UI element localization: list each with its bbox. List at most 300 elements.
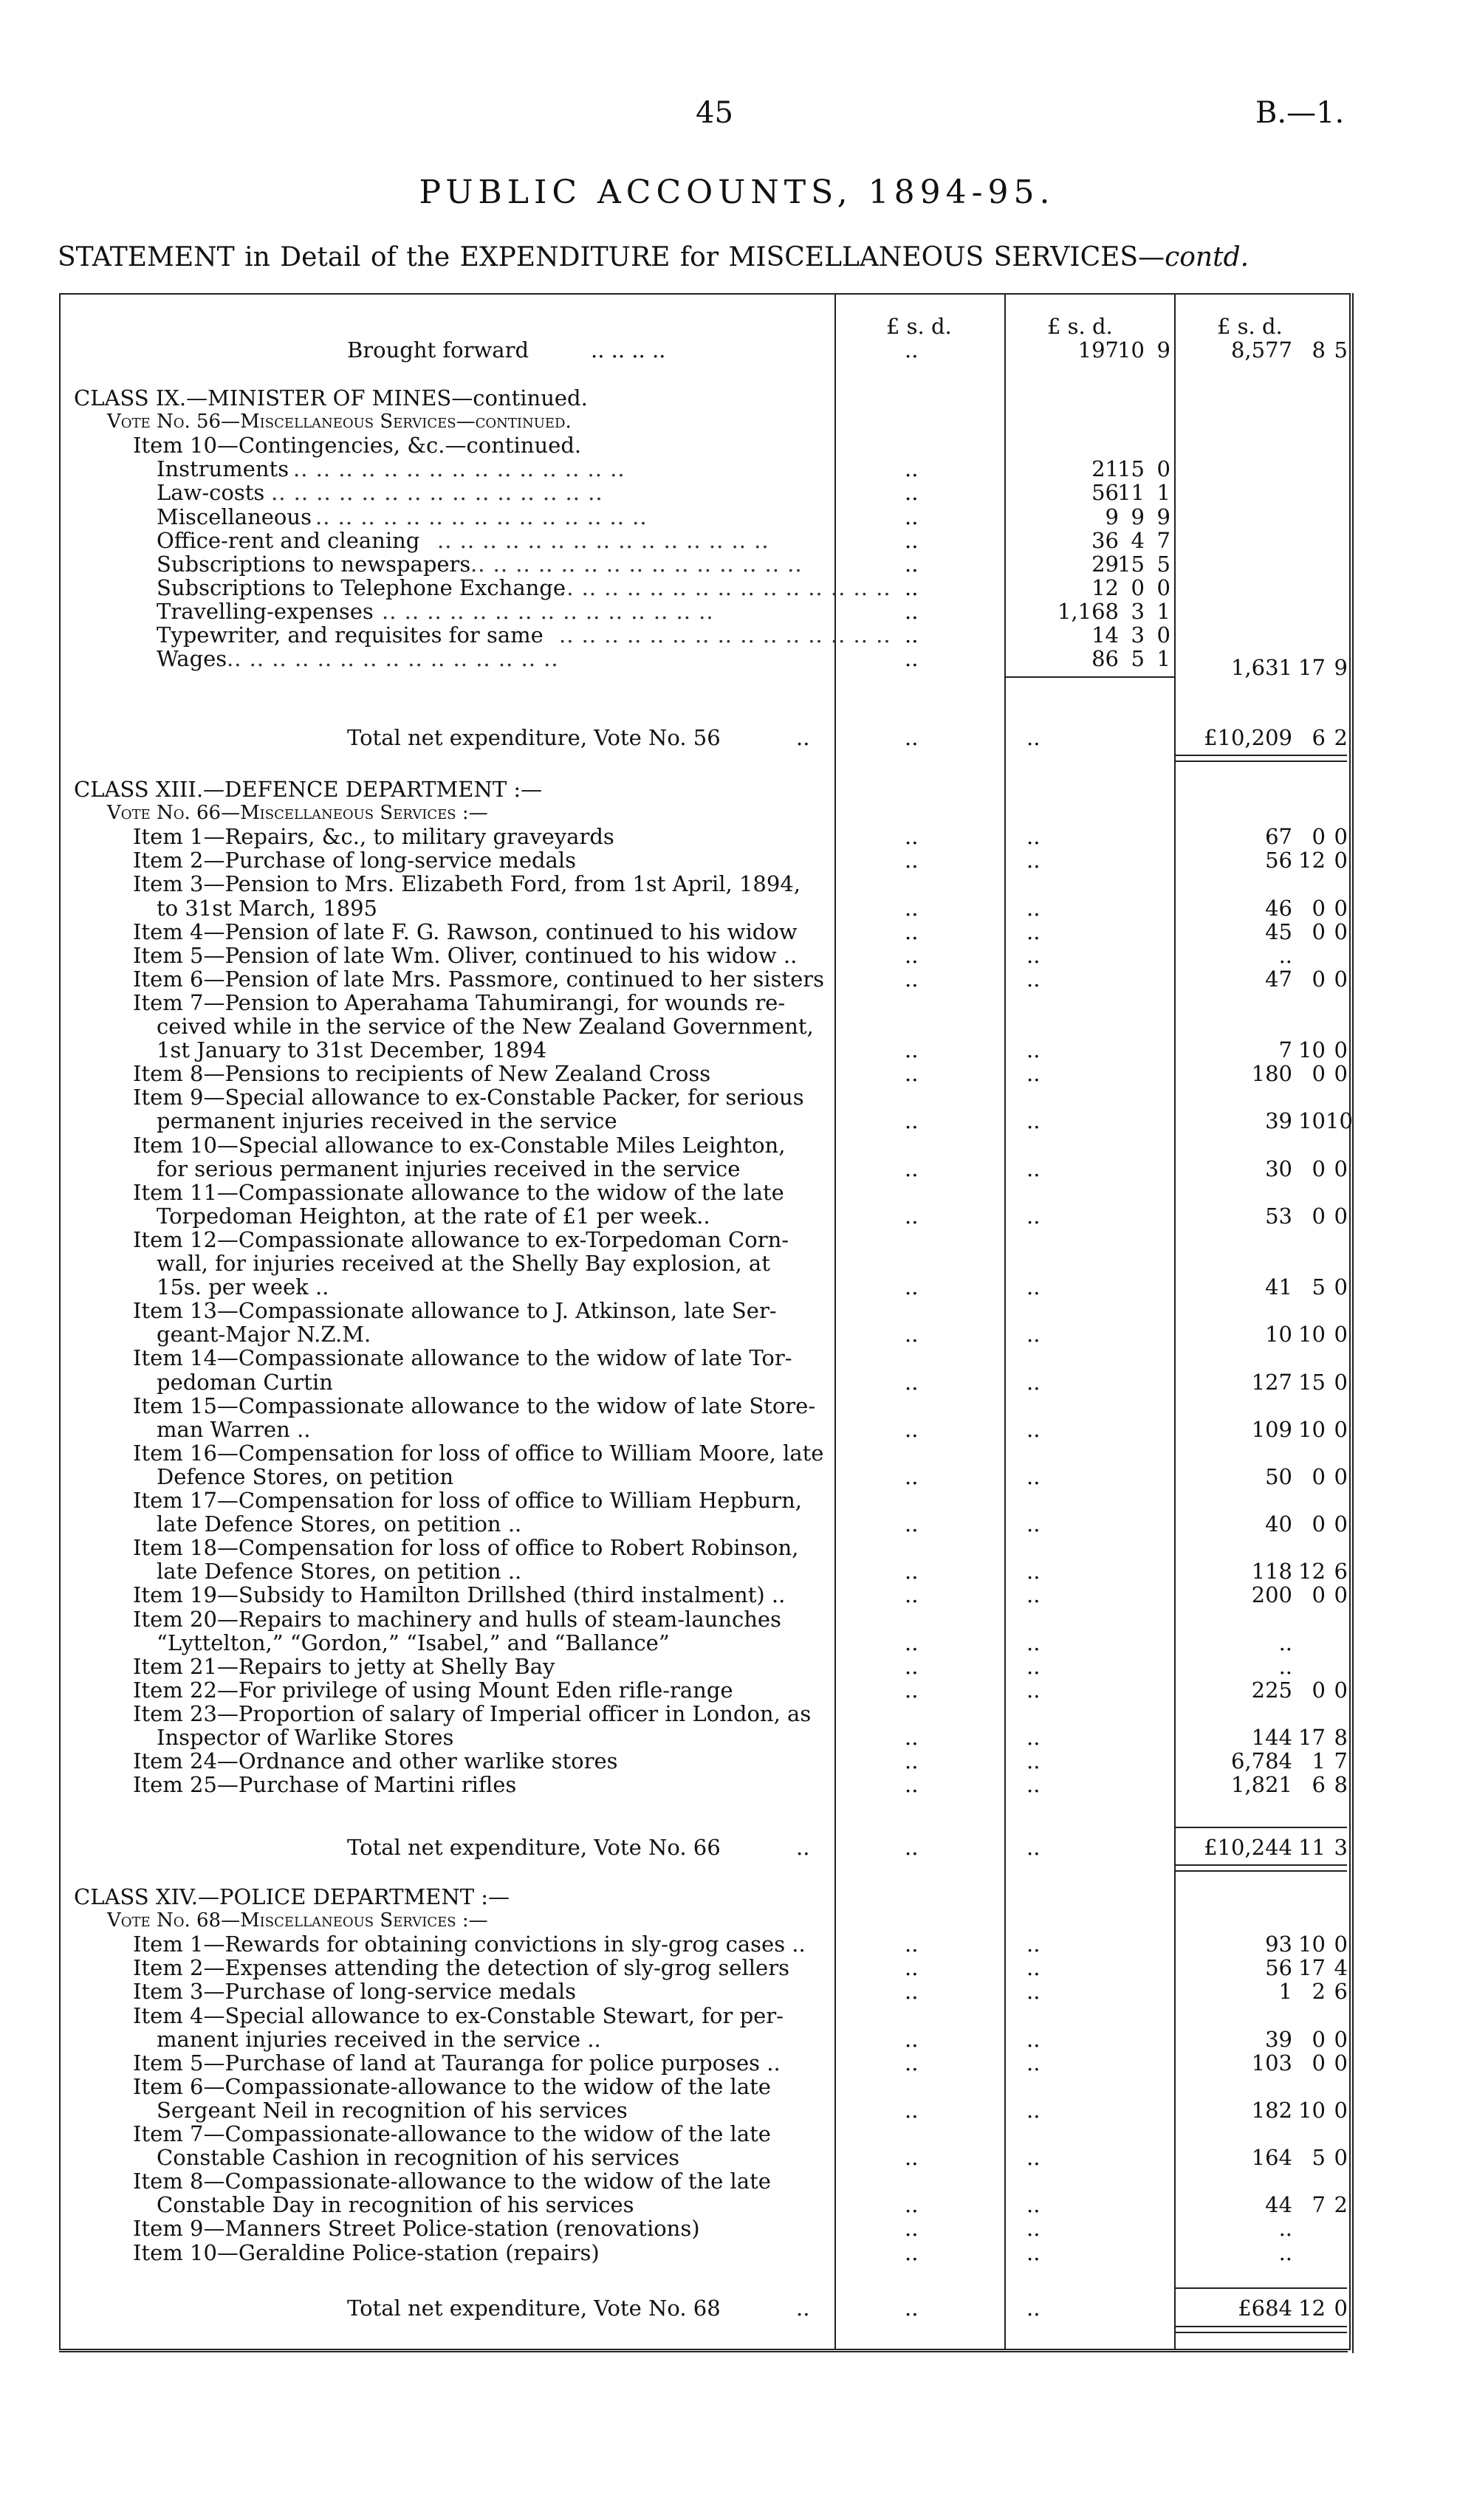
amount-pence: 8 [1334,1772,1348,1798]
amount-shillings: 0 [1312,895,1326,921]
row-label: Item 3—Purchase of long-service medals [133,1979,577,2005]
empty-column-dots: .. [905,646,919,672]
empty-column-dots: .. [1026,2192,1041,2218]
leader-dots: .. .. .. .. [591,337,666,363]
row-label: Torpedoman Heighton, at the rate of £1 per week.. [157,1203,710,1229]
empty-column-dots: .. [905,2026,919,2052]
amount-pounds: 67 [1265,824,1292,850]
leader-dots: .. .. .. .. .. .. .. .. .. .. .. .. .. .. .. [293,456,625,482]
page-number: 45 [696,96,733,130]
amount-pounds: 30 [1265,1156,1292,1181]
row-label: Item 4—Pension of late F. G. Rawson, continued to his widow [133,919,798,944]
total-rule [1176,755,1347,756]
amount-shillings: 1 [1312,1748,1326,1774]
amount-pence: 0 [1156,574,1170,600]
empty-column-dots: .. [1026,1322,1041,1347]
empty-column-dots: .. [1026,824,1041,850]
amount-pounds: 8,577 [1230,337,1292,363]
table-row [0,825,1474,849]
table-row [0,1583,1474,1607]
row-label: Item 2—Purchase of long-service medals [133,848,577,873]
total-row [0,2296,1474,2321]
leader-dots: .. [796,1835,810,1860]
empty-column-dots: .. [905,622,919,648]
total-rule-double [1176,1870,1347,1872]
row-label: Office-rent and cleaning [157,527,420,553]
empty-column-dots: .. [1026,2296,1041,2321]
amount-pence: 3 [1334,1835,1348,1860]
table-row [0,1631,1474,1655]
table-row [0,1370,1474,1395]
amount-pence: 7 [1334,1748,1348,1774]
amount-shillings: 0 [1312,2026,1326,2052]
row-label: Item 8—Pensions to recipients of New Zealand Cross [133,1061,711,1087]
amount-shillings: 0 [1312,1511,1326,1537]
empty-column-dots: .. [905,1772,919,1798]
row-label: 1st January to 31st December, 1894 [157,1037,547,1063]
table-row [0,1749,1474,1774]
table-row [0,576,1474,600]
leader-dots: .. .. .. .. .. .. .. .. .. .. .. .. .. .. .. [559,622,891,648]
empty-column-dots: .. [905,2239,919,2265]
amount-pounds: 39 [1265,1108,1292,1134]
row-label: Item 15—Compassionate allowance to the widow of late Store- [133,1393,816,1418]
amount-pounds: 1,631 [1230,655,1292,681]
row-label: Item 10—Special allowance to ex-Constable Miles Leighton, [133,1132,786,1158]
row-label: CLASS IX.—MINISTER OF MINES—continued. [74,385,588,411]
empty-column-dots: .. [905,1369,919,1395]
amount-shillings: 10 [1117,337,1145,363]
empty-column-dots: .. [905,1559,919,1585]
leader-dots: .. [796,725,810,750]
amount-pence: 5 [1156,551,1170,577]
row-label: Item 23—Proportion of salary of Imperial officer in London, as [133,1700,812,1726]
empty-column-dots: .. [905,1653,919,1679]
table-row [0,1109,1474,1133]
row-label: Miscellaneous [157,504,312,529]
row-label: Instruments [157,456,289,482]
amount-pence: 0 [1334,1932,1348,1957]
amount-shillings: 17 [1298,655,1326,681]
amount-shillings: 6 [1312,725,1326,750]
row-label: Wages [157,646,227,672]
table-row [0,1773,1474,1797]
statement-main: STATEMENT in Detail of the EXPENDITURE for MISCELLANEOUS SERVICES— [58,242,1165,272]
amount-pounds: 56 [1265,1955,1292,1981]
empty-column-dots: .. [1026,1772,1041,1798]
amount-shillings: 0 [1312,1156,1326,1181]
empty-column-dots: .. [1026,725,1041,750]
table-row [0,1559,1474,1584]
amount-pence: 9 [1156,504,1170,529]
row-label: man Warren .. [157,1416,311,1442]
row-label: Item 4—Special allowance to ex-Constable Stewart, for per- [133,2002,784,2028]
table-row [0,1133,1474,1158]
amount-pence: 0 [1334,1061,1348,1087]
empty-column-dots: .. [905,1156,919,1181]
table-row [0,1204,1474,1229]
empty-column-dots: .. [905,504,919,529]
row-label: to 31st March, 1895 [157,895,377,921]
empty-column-dots: .. [905,1322,919,1347]
amount-shillings: 11 [1298,1835,1326,1860]
empty-column-dots: .. [1026,1955,1041,1981]
amount-pence: 0 [1334,1156,1348,1181]
amount-pence: 0 [1334,1416,1348,1442]
empty-column-dots: .. [1026,966,1041,992]
empty-column-dots: .. [905,2050,919,2076]
table-row [0,1181,1474,1205]
row-label: Vote No. 56—Miscellaneous Services—continued. [107,411,572,433]
brought-forward-row [0,338,1474,363]
row-label: geant-Major N.Z.M. [157,1322,371,1347]
amount-shillings: 10 [1298,1108,1326,1134]
amount-shillings: 0 [1312,1582,1326,1608]
row-label: “Lyttelton,” “Gordon,” “Isabel,” and “Ballance” [157,1630,670,1655]
row-label: Item 17—Compensation for loss of office to William Hepburn, [133,1488,803,1513]
subtotal-row [0,656,1474,680]
empty-column-dots: .. [1026,895,1041,921]
row-label: for serious permanent injuries received in the service [157,1156,741,1181]
column-header-1: £ s. d. [886,314,952,339]
amount-pounds: .. [1278,942,1292,968]
row-label: Item 2—Expenses attending the detection of sly-grog sellers [133,1955,789,1981]
row-label: Item 13—Compassionate allowance to J. Atkinson, late Ser- [133,1298,777,1324]
row-label: Inspector of Warlike Stores [157,1725,454,1750]
empty-column-dots: .. [1026,2239,1041,2265]
amount-shillings: 0 [1312,1677,1326,1703]
amount-pounds: 7 [1278,1037,1292,1063]
empty-column-dots: .. [905,2145,919,2171]
amount-shillings: 10 [1298,1322,1326,1347]
row-label: Item 6—Pension of late Mrs. Passmore, continued to her sisters [133,966,825,992]
empty-column-dots: .. [905,2296,919,2321]
amount-shillings: 0 [1131,574,1145,600]
empty-column-dots: .. [905,966,919,992]
row-label: Item 21—Repairs to jetty at Shelly Bay [133,1653,555,1679]
empty-column-dots: .. [905,1274,919,1300]
table-row [0,1726,1474,1750]
amount-pounds: 14 [1091,622,1119,648]
empty-column-dots: .. [905,598,919,624]
table-row [0,1085,1474,1110]
amount-pence: 0 [1334,848,1348,873]
table-row [0,1038,1474,1062]
amount-pence: 0 [1334,1511,1348,1537]
table-row [0,1678,1474,1703]
empty-column-dots: .. [905,848,919,873]
empty-column-dots: .. [905,895,919,921]
row-label: Item 9—Special allowance to ex-Constable Packer, for serious [133,1085,804,1110]
leader-dots: .. .. .. .. .. .. .. .. .. .. .. .. .. .. .. [382,598,714,624]
table-row [0,2098,1474,2123]
empty-column-dots: .. [905,1932,919,1957]
table-row [0,1062,1474,1086]
row-label: Item 16—Compensation for loss of office to William Moore, late [133,1440,824,1466]
table-row [0,2122,1474,2146]
amount-pence: 0 [1334,1203,1348,1229]
class-heading [0,386,1474,411]
row-label: Total net expenditure, Vote No. 56 [347,725,721,750]
row-label: Sergeant Neil in recognition of his services [157,2097,628,2123]
amount-pounds: 118 [1251,1559,1292,1585]
amount-shillings: 15 [1117,551,1145,577]
empty-column-dots: .. [1026,942,1041,968]
amount-pounds: 56 [1265,848,1292,873]
empty-column-dots: .. [905,1630,919,1655]
row-label: Item 5—Purchase of land at Tauranga for police purposes .. [133,2050,781,2076]
row-label: 15s. per week .. [157,1274,329,1300]
amount-pence: 10 [1326,1108,1353,1134]
table-row [0,1275,1474,1300]
empty-column-dots: .. [905,942,919,968]
empty-column-dots: .. [1026,1037,1041,1063]
amount-pounds: .. [1278,2239,1292,2265]
leader-dots: .. [796,2296,810,2321]
row-label: Brought forward [347,337,529,363]
row-label: Item 7—Pension to Aperahama Tahumirangi, for wounds re- [133,989,786,1015]
empty-column-dots: .. [905,337,919,363]
empty-column-dots: .. [905,1677,919,1703]
amount-pounds: 86 [1091,646,1119,672]
amount-shillings: 5 [1312,2145,1326,2171]
amount-shillings: 3 [1131,622,1145,648]
amount-pounds: 46 [1265,895,1292,921]
empty-column-dots: .. [1026,2050,1041,2076]
empty-column-dots: .. [905,919,919,944]
amount-pounds: 103 [1251,2050,1292,2076]
amount-pence: 0 [1334,1274,1348,1300]
amount-pence: 1 [1156,598,1170,624]
amount-pence: 0 [1156,456,1170,482]
total-rule-double [1176,2332,1347,2333]
row-label: Item 18—Compensation for loss of office to Robert Robinson, [133,1535,799,1561]
amount-pounds: £10,209 [1204,725,1292,750]
row-label: Item 22—For privilege of using Mount Eden rifle-range [133,1677,733,1703]
table-row [0,1702,1474,1726]
empty-column-dots: .. [1026,919,1041,944]
table-row [0,872,1474,896]
table-row [0,967,1474,992]
empty-column-dots: .. [905,1463,919,1489]
amount-pence: 0 [1334,895,1348,921]
amount-shillings: 0 [1312,1061,1326,1087]
total-rule [1176,1864,1347,1866]
empty-column-dots: .. [905,456,919,482]
empty-column-dots: .. [1026,1369,1041,1395]
statement-contd: contd. [1165,242,1250,272]
amount-shillings: 12 [1298,2296,1326,2321]
statement-heading [58,242,1249,272]
row-label: Vote No. 66—Miscellaneous Services :— [107,802,488,825]
amount-pounds: 41 [1265,1274,1292,1300]
empty-column-dots: .. [1026,1061,1041,1087]
table-row [0,896,1474,921]
empty-column-dots: .. [1026,1653,1041,1679]
table-row [0,2028,1474,2052]
table-row [0,2051,1474,2076]
amount-shillings: 0 [1312,824,1326,850]
class-heading [0,1885,1474,1909]
table-row [0,1228,1474,1252]
amount-pounds: 29 [1091,551,1119,577]
table-row [0,1394,1474,1418]
empty-column-dots: .. [1026,1156,1041,1181]
amount-pounds: 182 [1251,2097,1292,2123]
amount-pence: 2 [1334,2192,1348,2218]
leader-dots: .. .. .. .. .. .. .. .. .. .. .. .. .. .. .. [227,646,559,672]
item-heading [0,433,1474,458]
amount-pence: 6 [1334,1559,1348,1585]
amount-pounds: .. [1278,1630,1292,1655]
table-row [0,1489,1474,1513]
row-label: Vote No. 68—Miscellaneous Services :— [107,1909,488,1932]
amount-shillings: 2 [1312,1979,1326,2005]
amount-shillings: 0 [1312,1463,1326,1489]
amount-pence: 0 [1334,1322,1348,1347]
empty-column-dots: .. [1026,1677,1041,1703]
table-row [0,1536,1474,1560]
amount-shillings: 0 [1312,2050,1326,2076]
amount-pounds: 9 [1105,504,1119,529]
leader-dots: .. .. .. .. .. .. .. .. .. .. .. .. .. .. .. [271,480,603,506]
amount-pence: 0 [1334,2097,1348,2123]
amount-shillings: 6 [1312,1772,1326,1798]
row-label: Travelling-expenses [157,598,374,624]
empty-column-dots: .. [905,824,919,850]
table-row [0,505,1474,529]
amount-shillings: 10 [1298,1416,1326,1442]
amount-shillings: 17 [1298,1725,1326,1750]
amount-pence: 0 [1156,622,1170,648]
document-reference: B.—1. [1255,96,1345,130]
table-row [0,529,1474,553]
table-row [0,1465,1474,1489]
empty-column-dots: .. [905,1108,919,1134]
amount-pence: 0 [1334,966,1348,992]
table-row [0,623,1474,648]
amount-pounds: 53 [1265,1203,1292,1229]
row-label: Item 1—Rewards for obtaining convictions in sly-grog cases .. [133,1932,806,1957]
vote-heading [0,801,1474,825]
amount-pence: 0 [1334,2145,1348,2171]
row-label: late Defence Stores, on petition .. [157,1559,522,1585]
amount-shillings: 0 [1312,919,1326,944]
amount-shillings: 7 [1312,2192,1326,2218]
empty-column-dots: .. [1026,1630,1041,1655]
amount-shillings: 11 [1117,480,1145,506]
amount-pence: 1 [1156,480,1170,506]
row-label: Item 9—Manners Street Police-station (renovations) [133,2216,700,2242]
table-row [0,481,1474,505]
empty-column-dots: .. [1026,2097,1041,2123]
amount-pounds: 40 [1265,1511,1292,1537]
table-row [0,1418,1474,1442]
amount-pounds: 45 [1265,919,1292,944]
total-row [0,1836,1474,1860]
total-rule-double [1176,761,1347,762]
amount-pounds: 225 [1251,1677,1292,1703]
empty-column-dots: .. [905,1061,919,1087]
amount-pence: 0 [1334,824,1348,850]
empty-column-dots: .. [1026,1582,1041,1608]
row-label: CLASS XIII.—DEFENCE DEPARTMENT :— [74,777,543,802]
empty-column-dots: .. [905,1582,919,1608]
row-label: Item 10—Geraldine Police-station (repairs) [133,2239,600,2265]
total-row [0,726,1474,750]
table-row [0,2193,1474,2217]
table-row [0,1014,1474,1039]
leader-dots: .. .. .. .. .. .. .. .. .. .. .. .. .. .. .. [559,574,891,600]
amount-pence: 9 [1156,337,1170,363]
column-header-2: £ s. d. [1047,314,1113,339]
amount-shillings: 0 [1312,966,1326,992]
empty-column-dots: .. [1026,1511,1041,1537]
amount-pounds: 21 [1091,456,1119,482]
empty-column-dots: .. [905,1203,919,1229]
class-heading [0,777,1474,802]
leader-dots: .. .. .. .. .. .. .. .. .. .. .. .. .. .. .. [470,551,803,577]
amount-pence: 0 [1334,1369,1348,1395]
row-label: Item 5—Pension of late Wm. Oliver, continued to his widow .. [133,942,798,968]
amount-pence: 5 [1334,337,1348,363]
amount-pounds: 1,821 [1230,1772,1292,1798]
row-label: ceived while in the service of the New Zealand Government, [157,1014,814,1039]
empty-column-dots: .. [905,2216,919,2242]
empty-column-dots: .. [905,725,919,750]
empty-column-dots: .. [905,527,919,553]
row-label: Subscriptions to newspapers [157,551,471,577]
row-label: Item 25—Purchase of Martini rifles [133,1772,517,1798]
table-row [0,1299,1474,1323]
amount-pounds: 197 [1077,337,1119,363]
amount-pence: 0 [1334,1463,1348,1489]
table-row [0,1157,1474,1181]
amount-shillings: 8 [1312,337,1326,363]
table-row [0,552,1474,577]
amount-pounds: 1,168 [1057,598,1119,624]
empty-column-dots: .. [1026,1274,1041,1300]
amount-shillings: 5 [1312,1274,1326,1300]
empty-column-dots: .. [905,2097,919,2123]
amount-shillings: 0 [1312,1203,1326,1229]
table-row [0,2217,1474,2241]
amount-shillings: 15 [1117,456,1145,482]
amount-shillings: 9 [1131,504,1145,529]
column-header-3: £ s. d. [1217,314,1283,339]
amount-shillings: 10 [1298,1037,1326,1063]
amount-pounds: 6,784 [1230,1748,1292,1774]
row-label: Item 14—Compassionate allowance to the widow of late Tor- [133,1345,792,1371]
table-row [0,1346,1474,1370]
table-row [0,1512,1474,1537]
row-label: Total net expenditure, Vote No. 68 [347,2296,721,2321]
empty-column-dots: .. [905,1416,919,1442]
table-row [0,1252,1474,1276]
empty-column-dots: .. [1026,2026,1041,2052]
empty-column-dots: .. [905,2192,919,2218]
amount-pounds: 36 [1091,527,1119,553]
empty-column-dots: .. [1026,848,1041,873]
row-label: Item 3—Pension to Mrs. Elizabeth Ford, from 1st April, 1894, [133,871,801,897]
row-label: Item 19—Subsidy to Hamilton Drillshed (third instalment) .. [133,1582,786,1608]
empty-column-dots: .. [905,1835,919,1860]
amount-pence: 0 [1334,919,1348,944]
row-label: permanent injuries received in the service [157,1108,617,1134]
amount-pounds: 164 [1251,2145,1292,2171]
amount-pounds: 144 [1251,1725,1292,1750]
table-frame-outer-rule [59,2351,1348,2352]
